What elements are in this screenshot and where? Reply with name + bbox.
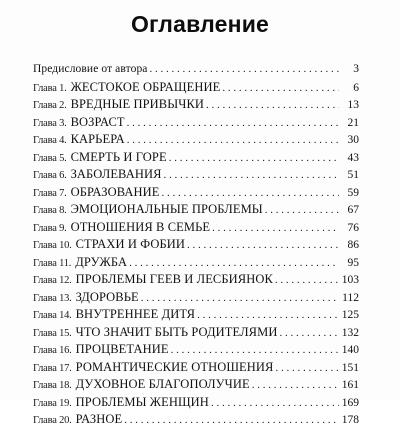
chapter-title: ЧТО ЗНАЧИТ БЫТЬ РОДИТЕЛЯМИ: [75, 324, 278, 339]
dot-leader: [206, 97, 339, 115]
chapter-page-number: 103: [341, 274, 359, 286]
preface-page-number: 3: [353, 63, 359, 75]
chapter-prefix: Глава 18.: [33, 380, 72, 391]
dot-leader: [197, 307, 339, 325]
chapter-prefix: Глава 16.: [33, 345, 72, 356]
dot-leader: [275, 360, 339, 378]
toc-entry: [33, 184, 359, 202]
chapter-title: ЗАБОЛЕВАНИЯ: [70, 167, 162, 181]
chapter-page-number: 125: [341, 309, 359, 321]
chapter-title: РОМАНТИЧЕСКИЕ ОТНОШЕНИЯ: [75, 359, 274, 374]
dot-leader: [141, 290, 339, 308]
toc-entry: [33, 394, 359, 412]
chapter-prefix: Глава 12.: [33, 275, 72, 286]
toc-entry: [33, 306, 359, 324]
chapter-page-number: 86: [347, 239, 359, 251]
chapter-prefix: Глава 20.: [33, 415, 72, 426]
dot-leader: [211, 395, 339, 413]
chapter-page-number: 59: [347, 186, 359, 199]
toc-entry: [33, 149, 359, 167]
chapter-page-number: 67: [347, 204, 359, 216]
chapter-title: ВРЕДНЫЕ ПРИВЫЧКИ: [70, 97, 205, 111]
chapter-title: ОТНОШЕНИЯ В СЕМЬЕ: [70, 219, 211, 234]
chapter-title: ОБРАЗОВАНИЕ: [70, 184, 160, 199]
chapter-title: ЖЕСТОКОЕ ОБРАЩЕНИЕ: [70, 79, 221, 94]
dot-leader: [127, 115, 339, 133]
toc-entry: [33, 96, 359, 114]
chapter-page-number: 132: [341, 326, 359, 339]
chapter-prefix: Глава 3.: [33, 117, 67, 129]
toc-entry-preface: [33, 61, 359, 79]
dot-leader: [171, 342, 339, 360]
toc-entry: [33, 166, 359, 184]
toc-entry: [33, 201, 359, 219]
chapter-prefix: Глава 1.: [33, 82, 67, 94]
dot-leader: [164, 167, 339, 185]
chapter-title: ДРУЖБА: [75, 254, 128, 269]
toc-entry: [33, 131, 359, 149]
toc-entry: [33, 79, 359, 97]
table-of-contents: [33, 61, 359, 429]
chapter-page-number: 169: [341, 396, 359, 409]
dot-leader: [265, 202, 339, 220]
chapter-page-number: 76: [347, 221, 359, 234]
toc-entry: [33, 359, 359, 377]
chapter-prefix: Глава 4.: [33, 135, 67, 146]
chapter-page-number: 140: [341, 344, 359, 356]
chapter-title: РАЗНОЕ: [75, 412, 123, 426]
chapter-page-number: 13: [347, 99, 359, 111]
dot-leader: [222, 80, 339, 98]
dot-leader: [275, 272, 339, 290]
chapter-page-number: 6: [353, 81, 359, 94]
chapter-page-number: 51: [347, 169, 359, 181]
chapter-prefix: Глава 7.: [33, 187, 67, 199]
chapter-title: ПРОБЛЕМЫ ГЕЕВ И ЛЕСБИЯНОК: [75, 272, 273, 286]
dot-leader: [150, 61, 340, 79]
toc-entry: [33, 289, 359, 307]
chapter-page-number: 161: [341, 379, 359, 391]
dot-leader: [212, 220, 339, 238]
chapter-prefix: Глава 19.: [33, 397, 72, 409]
toc-entry: [33, 271, 359, 289]
chapter-page-number: 112: [342, 291, 359, 304]
chapter-prefix: Глава 8.: [33, 205, 67, 216]
chapter-page-number: 178: [341, 414, 359, 426]
chapter-prefix: Глава 17.: [33, 362, 72, 374]
chapter-title: СМЕРТЬ И ГОРЕ: [70, 149, 167, 164]
chapter-title: ЭМОЦИОНАЛЬНЫЕ ПРОБЛЕМЫ: [70, 202, 263, 216]
chapter-prefix: Глава 11.: [33, 257, 72, 269]
dot-leader: [124, 412, 339, 430]
dot-leader: [162, 185, 340, 203]
chapter-title: СТРАХИ И ФОБИИ: [75, 237, 185, 251]
toc-entry: [33, 341, 359, 359]
dot-leader: [252, 377, 339, 395]
toc-entry: [33, 114, 359, 132]
chapter-prefix: Глава 13.: [33, 292, 72, 304]
dot-leader: [127, 132, 339, 150]
chapter-prefix: Глава 2.: [33, 100, 67, 111]
chapter-title: ЗДОРОВЬЕ: [75, 289, 139, 304]
toc-entry: [33, 411, 359, 429]
chapter-page-number: 95: [347, 256, 359, 269]
dot-leader: [169, 150, 339, 168]
chapter-prefix: Глава 6.: [33, 170, 67, 181]
toc-entry: [33, 324, 359, 342]
preface-title: Предисловие от автора: [33, 63, 148, 75]
chapter-prefix: Глава 14.: [33, 310, 72, 321]
dot-leader: [279, 325, 339, 343]
chapter-prefix: Глава 10.: [33, 240, 72, 251]
chapter-title: ПРОЦВЕТАНИЕ: [75, 342, 169, 356]
toc-entry: [33, 219, 359, 237]
toc-entry: [33, 376, 359, 394]
chapter-prefix: Глава 5.: [33, 152, 67, 164]
chapter-page-number: 151: [341, 361, 359, 374]
toc-entry: [33, 254, 359, 272]
chapter-title: ДУХОВНОЕ БЛАГОПОЛУЧИЕ: [75, 377, 250, 391]
toc-entry: [33, 236, 359, 254]
chapter-title: ВОЗРАСТ: [70, 114, 125, 129]
dot-leader: [187, 237, 339, 255]
chapter-prefix: Глава 9.: [33, 222, 67, 234]
chapter-page-number: 43: [347, 151, 359, 164]
chapter-title: ПРОБЛЕМЫ ЖЕНЩИН: [75, 394, 209, 409]
chapter-title: КАРЬЕРА: [70, 132, 125, 146]
dot-leader: [129, 255, 339, 273]
chapter-page-number: 30: [347, 134, 359, 146]
chapter-prefix: Глава 15.: [33, 327, 72, 339]
page-title: Оглавление: [130, 11, 270, 37]
chapter-page-number: 21: [347, 116, 359, 129]
chapter-title: ВНУТРЕННЕЕ ДИТЯ: [75, 307, 196, 321]
